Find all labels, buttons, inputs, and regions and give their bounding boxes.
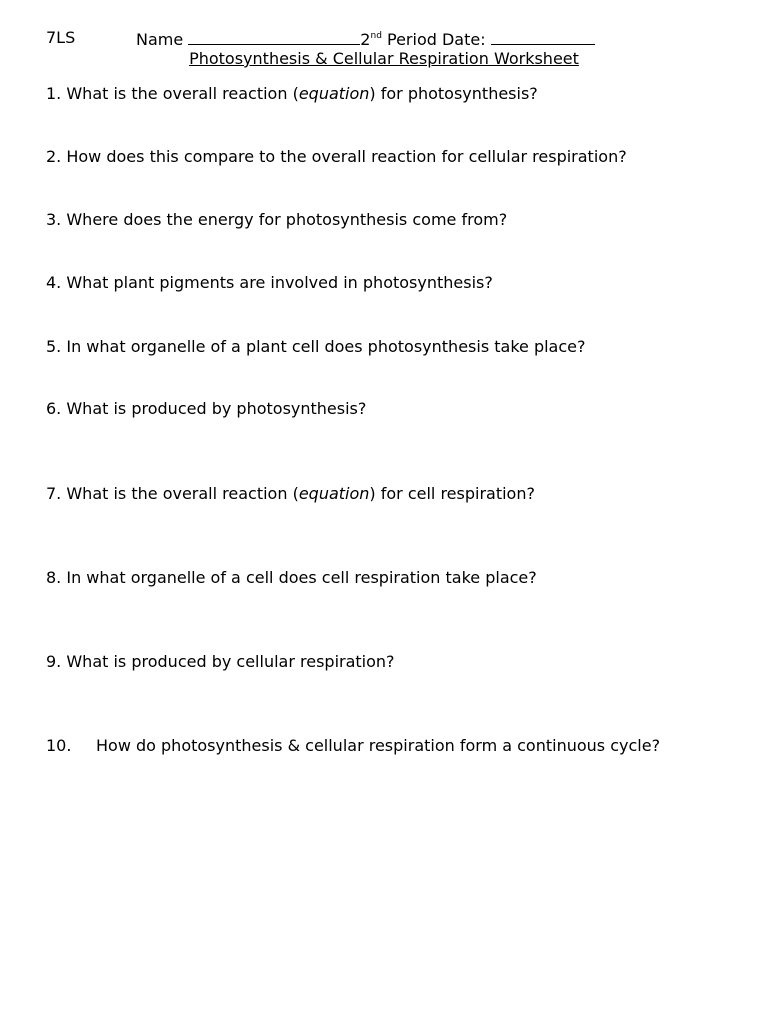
question-text-emphasis: equation	[298, 484, 370, 503]
question-4	[46, 273, 493, 293]
question-text-start: What is the overall reaction (	[66, 484, 299, 503]
question-text-emphasis: equation	[298, 84, 370, 103]
period-suffix: nd	[370, 31, 382, 41]
question-text: What is produced by photosynthesis?	[66, 399, 367, 418]
question-3	[46, 210, 507, 230]
question-number: 6.	[46, 399, 62, 418]
question-text: In what organelle of a cell does cell respiration take place?	[66, 568, 537, 587]
date-field-blank[interactable]	[491, 28, 595, 45]
period-date-label: Period Date:	[387, 30, 486, 49]
question-2	[46, 147, 627, 167]
worksheet-title-row	[0, 49, 768, 69]
question-text: In what organelle of a plant cell does photosynthesis take place?	[66, 337, 586, 356]
question-8	[46, 568, 537, 588]
question-number: 3.	[46, 210, 62, 229]
question-number: 10.	[46, 736, 72, 755]
question-9	[46, 652, 395, 672]
name-date-line	[136, 28, 595, 50]
question-number: 1.	[46, 84, 62, 103]
question-text-start: What is the overall reaction (	[66, 84, 299, 103]
question-number: 8.	[46, 568, 62, 587]
worksheet-title: Photosynthesis & Cellular Respiration Worksheet	[189, 49, 579, 68]
question-1	[46, 84, 538, 104]
question-text: Where does the energy for photosynthesis come from?	[66, 210, 508, 229]
question-text: How does this compare to the overall reaction for cellular respiration?	[66, 147, 627, 166]
name-label: Name	[136, 30, 184, 49]
question-text: What plant pigments are involved in photosynthesis?	[66, 273, 493, 292]
question-number: 2.	[46, 147, 62, 166]
question-6	[46, 399, 366, 419]
question-text-end: ) for photosynthesis?	[369, 84, 538, 103]
name-field-blank[interactable]	[188, 28, 360, 45]
question-number: 5.	[46, 337, 62, 356]
period-number: 2	[360, 30, 371, 49]
course-code: 7LS	[46, 28, 76, 47]
question-text: How do photosynthesis & cellular respiration form a continuous cycle?	[96, 736, 661, 755]
question-number: 9.	[46, 652, 62, 671]
question-7	[46, 484, 535, 504]
question-number: 7.	[46, 484, 62, 503]
question-text-end: ) for cell respiration?	[369, 484, 535, 503]
question-text: What is produced by cellular respiration?	[66, 652, 395, 671]
question-5	[46, 337, 585, 357]
question-number: 4.	[46, 273, 62, 292]
